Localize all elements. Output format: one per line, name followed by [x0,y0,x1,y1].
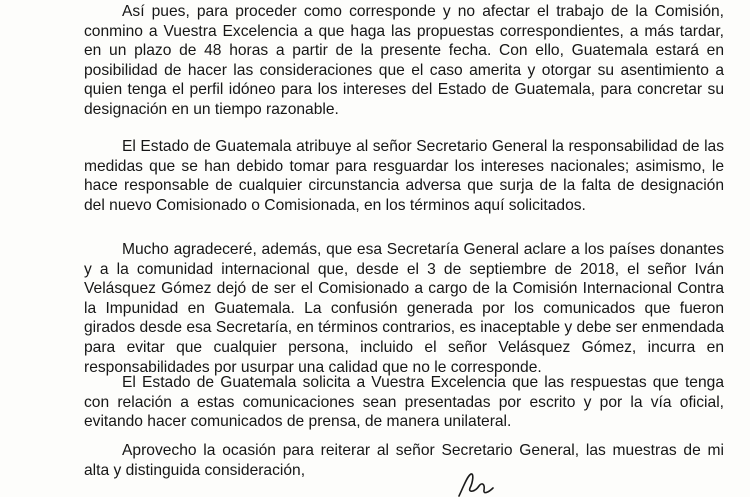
signature-stroke [455,470,515,497]
paragraph-proposals-deadline: Así pues, para proceder como corresponde y no afectar el trabajo de la Comisión, conmino a Vuestra Excelencia a que haga las propuestas correspondientes, a más tardar, en un plazo de 48 horas a partir de la presente fecha. Con ello, Guatemala estará en posibilidad de hacer las consideraciones que el caso amerita y otorgar su asentimiento a quien tenga el perfil idóneo para los intereses del Estado de Guatemala, para concretar su designación en un tiempo razonable. [84,3,724,118]
paragraph-clarification: Mucho agradeceré, además, que esa Secretaría General aclare a los países donantes y a la comunidad internacional que, desde el 3 de septiembre de 2018, el señor Iván Velásquez Gómez dejó de ser el Comisionado a cargo de la Comisión Internacional Contra la Impunidad en Guatemala. La confusión generada por los comunicados que fueron girados desde esa Secretaría, en términos contrarios, es inaceptable y debe ser enmendada para evitar que cualquier persona, incluido el señor Velásquez Gómez, incurra en responsabilidades por usurpar una calidad que no le corresponde. [84,241,724,376]
paragraph-official-responses: El Estado de Guatemala solicita a Vuestra Excelencia que las respuestas que tenga con relación a estas comunicaciones sean presentadas por escrito y por la vía oficial, evitando hacer comunicados de prensa, de manera unilateral. [84,374,724,431]
paragraph-responsibility: El Estado de Guatemala atribuye al señor Secretario General la responsabilidad de las medidas que se han debido tomar para resguardar los intereses nacionales; asimismo, le hace responsable de cualquier circunstancia adversa que surja de la falta de designación del nuevo Comisionado o Comisionada, en los términos aquí solicitados. [84,138,724,214]
paragraph-closing: Aprovecho la ocasión para reiterar al señor Secretario General, las muestras de mi alta y distinguida consideración, [84,442,724,479]
